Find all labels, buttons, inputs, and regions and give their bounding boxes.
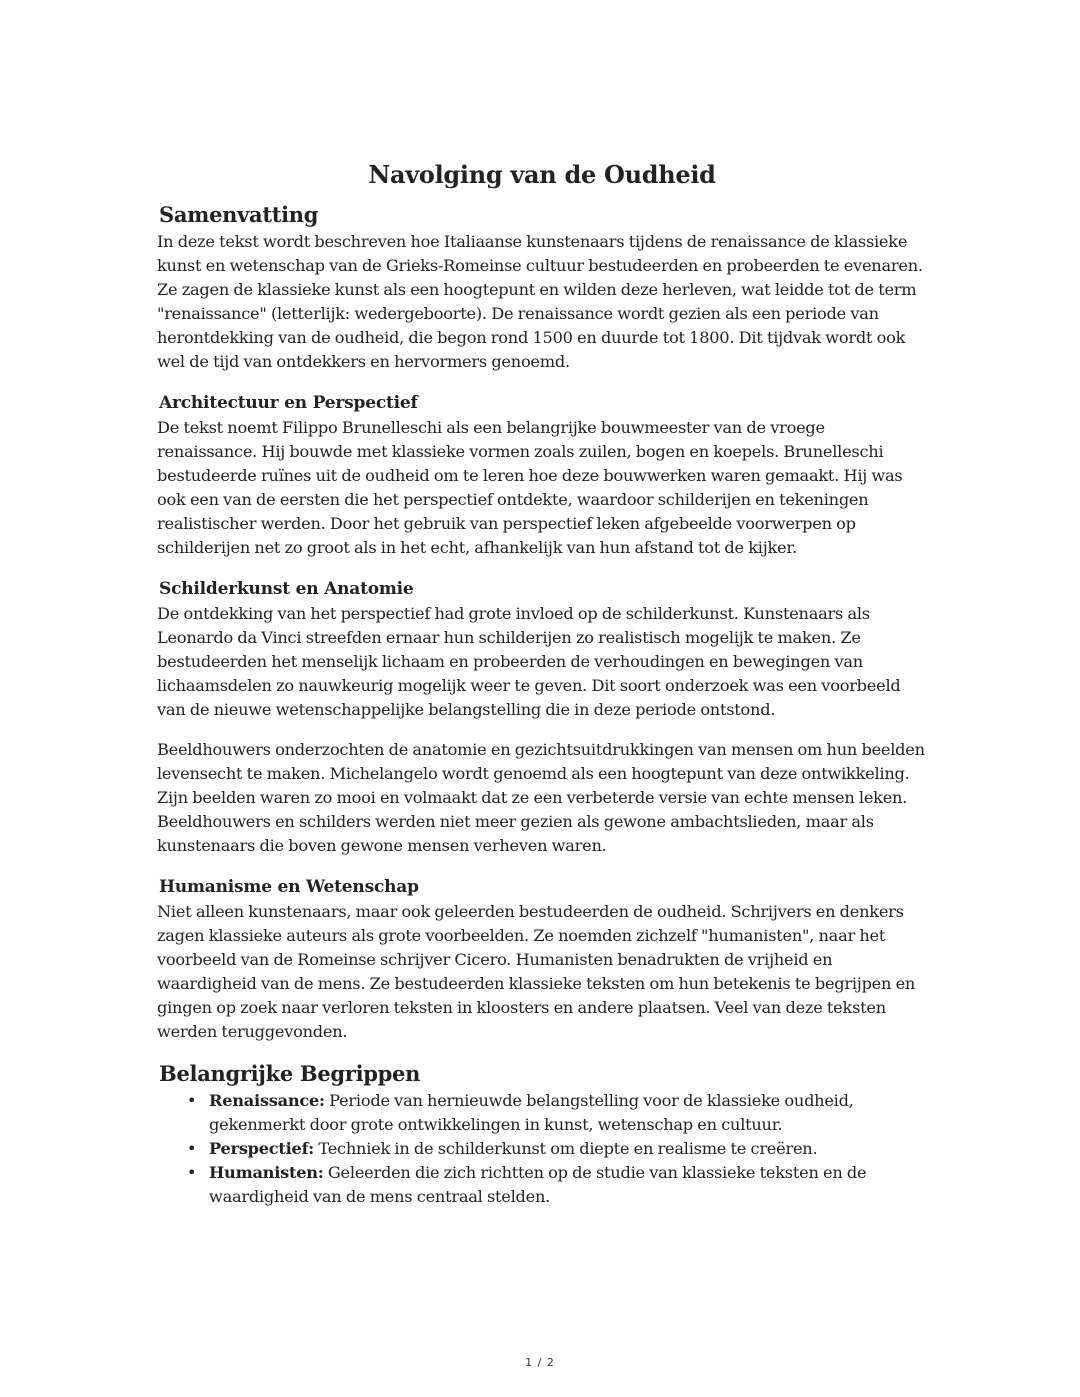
paragraph: De tekst noemt Filippo Brunelleschi als een belangrijke bouwmeester van de vroege renaissance. Hij bouwde met klassieke vormen zoals zuilen, bogen en koepels. Brunelleschi bestudeerde ruïnes uit de oudheid om te leren hoe deze bouwwerken waren gemaakt. Hij was ook een van de eersten die het perspectief ontdekte, waardoor schilderijen en tekeningen realistischer werden. Door het gebruik van perspectief leken afgebeelde voorwerpen op schilderijen net zo groot als in het echt, afhankelijk van hun afstand tot de kijker. xyxy=(157,418,903,557)
paragraph: Niet alleen kunstenaars, maar ook geleerden bestudeerden de oudheid. Schrijvers en denkers zagen klassieke auteurs als grote voorbeelden. Ze noemden zichzelf "humanisten", naar het voorbeeld van de Romeinse schrijver Cicero. Humanisten benadrukten de vrijheid en waardigheid van de mens. Ze bestudeerden klassieke teksten om hun betekenis te begrijpen en gingen op zoek naar verloren teksten in kloosters en andere plaatsen. Veel van deze teksten werden teruggevonden. xyxy=(157,902,916,1041)
section-humanisme xyxy=(157,875,927,1044)
paragraph: In deze tekst wordt beschreven hoe Italiaanse kunstenaars tijdens de renaissance de klassieke kunst en wetenschap van de Grieks-Romeinse cultuur bestudeerden en probeerden te evenaren. Ze zagen de klassieke kunst als een hoogtepunt en wilden deze herleven, wat leidde tot de term "renaissance" (letterlijk: wedergeboorte). De renaissance wordt gezien als een periode van herontdekking van de oudheid, die begon rond 1500 en duurde tot 1800. Dit tijdvak wordt ook wel de tijd van ontdekkers en hervormers genoemd. xyxy=(157,232,923,371)
bullet-icon: • xyxy=(187,1163,197,1182)
section-heading: Belangrijke Begrippen xyxy=(159,1061,421,1086)
term-label: Renaissance: xyxy=(209,1091,325,1110)
section-heading: Humanisme en Wetenschap xyxy=(159,877,419,897)
bullet-icon: • xyxy=(187,1091,197,1110)
document-page xyxy=(157,158,927,1226)
document-title: Navolging van de Oudheid xyxy=(368,160,716,189)
term-label: Perspectief: xyxy=(209,1139,315,1158)
key-terms-list xyxy=(157,1089,927,1209)
paragraph: De ontdekking van het perspectief had grote invloed op de schilderkunst. Kunstenaars als Leonardo da Vinci streefden ernaar hun schilderijen zo realistisch mogelijk te maken. Ze bestudeerden het menselijk lichaam en probeerden de verhoudingen en bewegingen van lichaamsdelen zo nauwkeurig mogelijk weer te geven. Dit soort onderzoek was een voorbeeld van de nieuwe wetenschappelijke belangstelling die in deze periode ontstond. xyxy=(157,604,901,719)
section-heading: Architectuur en Perspectief xyxy=(159,393,418,413)
section-heading: Schilderkunst en Anatomie xyxy=(159,579,414,599)
term-label: Humanisten: xyxy=(209,1163,324,1182)
bullet-icon: • xyxy=(187,1139,197,1158)
paragraph: Beeldhouwers onderzochten de anatomie en gezichtsuitdrukkingen van mensen om hun beelden levensecht te maken. Michelangelo wordt genoemd als een hoogtepunt van deze ontwikkeling. Zijn beelden waren zo mooi en volmaakt dat ze een verbeterde versie van echte mensen leken. Beeldhouwers en schilders werden niet meer gezien als gewone ambachtslieden, maar als kunstenaars die boven gewone mensen verheven waren. xyxy=(157,740,925,855)
term-definition: Techniek in de schilderkunst om diepte en realisme te creëren. xyxy=(314,1139,818,1158)
term-definition: Geleerden die zich richtten op de studie van klassieke teksten en de waardigheid van de mens centraal stelden. xyxy=(209,1163,867,1206)
term-definition: Periode van hernieuwde belangstelling voor de klassieke oudheid, gekenmerkt door grote ontwikkelingen in kunst, wetenschap en cultuur. xyxy=(209,1091,854,1134)
section-begrippen xyxy=(157,1059,927,1209)
section-samenvatting xyxy=(157,200,927,374)
section-heading: Samenvatting xyxy=(159,202,319,227)
page-number: 1 / 2 xyxy=(525,1356,555,1369)
list-item xyxy=(187,1089,927,1137)
section-architectuur xyxy=(157,391,927,560)
section-schilderkunst xyxy=(157,577,927,858)
list-item xyxy=(187,1161,927,1209)
list-item xyxy=(187,1137,927,1161)
